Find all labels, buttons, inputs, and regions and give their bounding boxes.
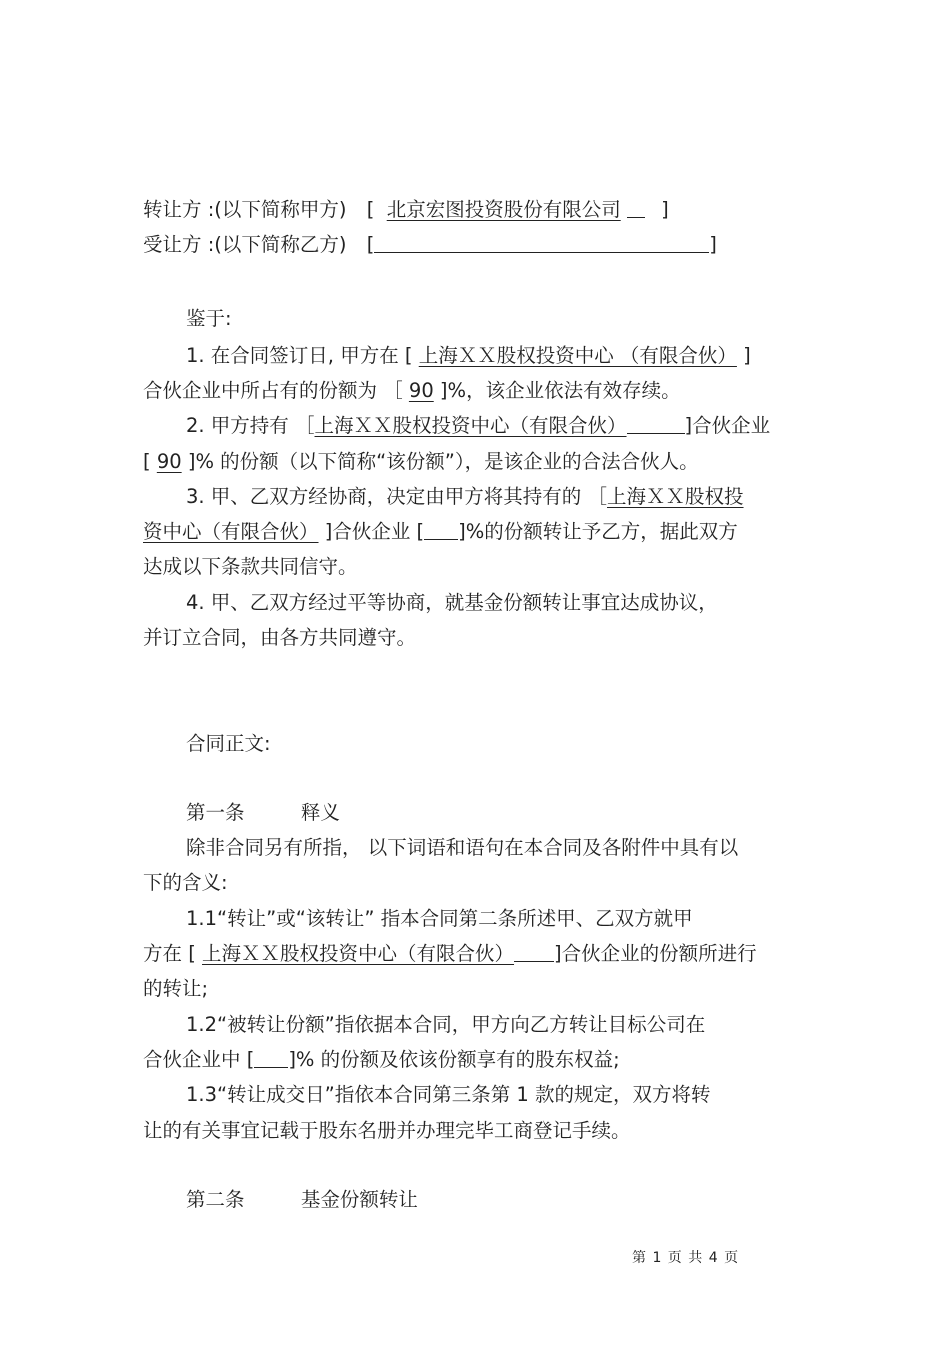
recital-3-line-2: 资中心（有限合伙） ]合伙企业 [ ]%的份额转让予乙方，据此双方 [143, 520, 738, 543]
transferor-name: 北京宏图投资股份有限公司 [386, 198, 621, 221]
definition-1-2-line-1: 1.2“被转让份额”指依据本合同，甲方向乙方转让目标公司在 [186, 1013, 706, 1036]
article-1-title: 释义 [300, 801, 340, 824]
body-heading: 合同正文: [186, 732, 271, 755]
page-number-footer: 第 1 页 共 4 页 [632, 1250, 740, 1266]
definition-1-3-line-1: 1.3“转让成交日”指依本合同第三条第 1 款的规定，双方将转 [186, 1083, 711, 1106]
transferor-label: 转让方 :(以下简称甲方) [143, 198, 347, 221]
definition-1-2-line-2: 合伙企业中 [ ]% 的份额及依该份额享有的股东权益; [143, 1048, 620, 1071]
recitals-heading: 鉴于: [186, 307, 232, 330]
transferee-name-blank [374, 234, 709, 253]
recital-4-line-2: 并订立合同，由各方共同遵守。 [143, 626, 417, 649]
definition-1-1-line-2: 方在 [ 上海ＸＸ股权投资中心（有限合伙） ]合伙企业的份额所进行 [143, 942, 757, 965]
article-2-title: 基金份额转让 [300, 1188, 418, 1211]
recital-4-line-1: 4. 甲、乙双方经过平等协商，就基金份额转让事宜达成协议， [186, 591, 718, 614]
article-2-heading [186, 1186, 418, 1214]
recital-2-line-2: [ 90 ]% 的份额（以下简称“该份额”），是该企业的合法合伙人。 [143, 450, 699, 473]
article-1-heading [186, 799, 340, 827]
transferor-line: 转让方 :(以下简称甲方) [ 北京宏图投资股份有限公司 ] [143, 198, 669, 221]
article-1-number: 第一条 [186, 801, 245, 824]
recital-2-line-1: 2. 甲方持有 ［上海ＸＸ股权投资中心（有限合伙） ]合伙企业 [186, 414, 771, 437]
recital-1-line-2: 合伙企业中所占有的份额为 ［ 90 ]%，该企业依法有效存续。 [143, 379, 681, 402]
article-2-number: 第二条 [186, 1188, 245, 1211]
transferee-line: 受让方 :(以下简称乙方) [ ] [143, 233, 717, 256]
definitions-intro-2: 下的含义: [143, 871, 228, 894]
transferee-label: 受让方 :(以下简称乙方) [143, 233, 347, 256]
definitions-intro-1: 除非合同另有所指， 以下词语和语句在本合同及各附件中具有以 [186, 836, 739, 859]
definition-1-1-line-1: 1.1“转让”或“该转让” 指本合同第二条所述甲、乙双方就甲 [186, 907, 693, 930]
recital-3-line-3: 达成以下条款共同信守。 [143, 555, 358, 578]
recital-3-line-1: 3. 甲、乙双方经协商，决定由甲方将其持有的 ［上海ＸＸ股权投 [186, 485, 744, 508]
recital-1-line-1: 1. 在合同签订日, 甲方在 [ 上海ＸＸ股权投资中心 （有限合伙） ] [186, 344, 751, 367]
definition-1-3-line-2: 让的有关事宜记载于股东名册并办理完毕工商登记手续。 [143, 1119, 631, 1142]
definition-1-1-line-3: 的转让; [143, 977, 209, 1000]
